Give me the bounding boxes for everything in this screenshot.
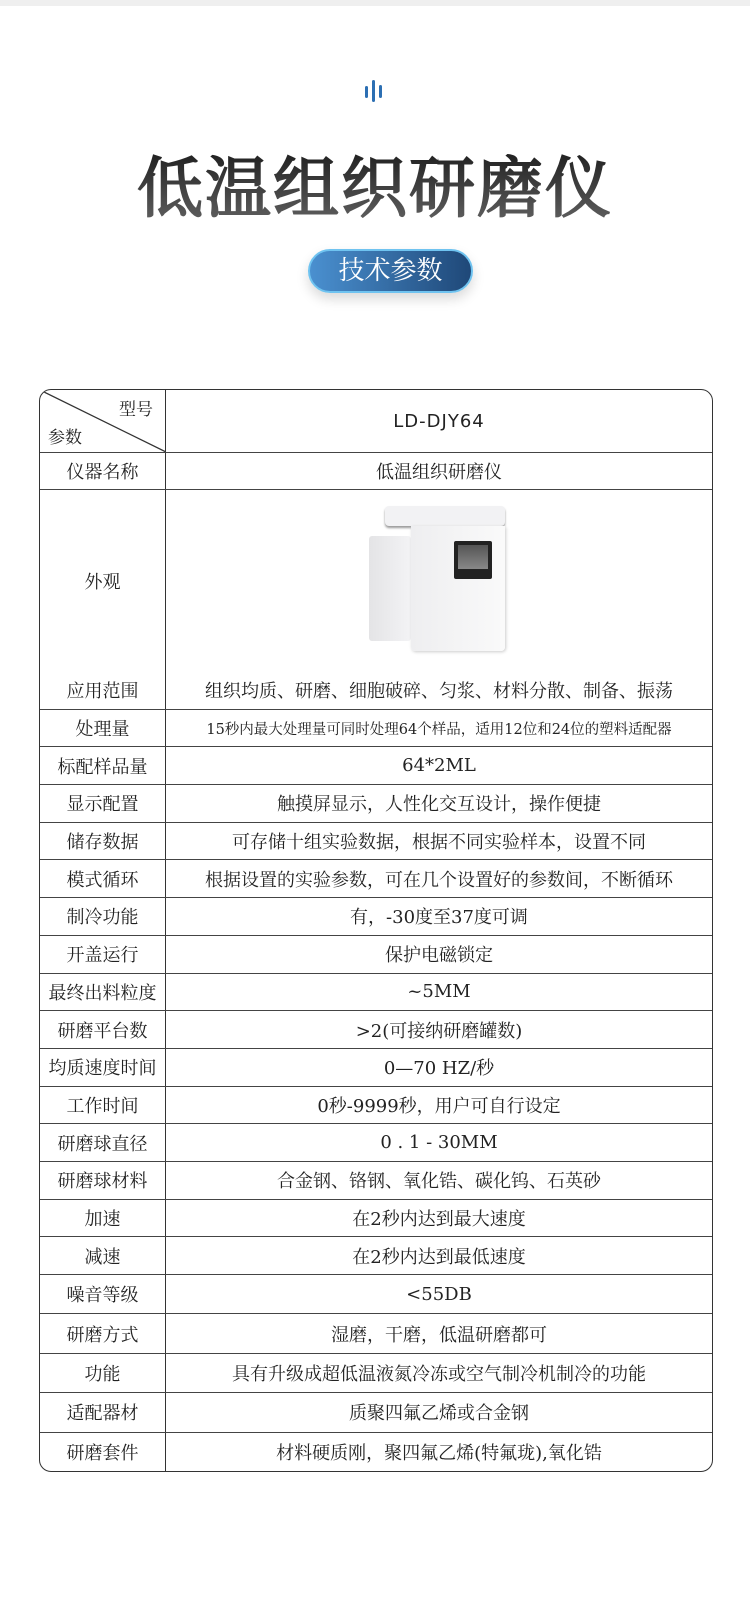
row-value: 组织均质、研磨、细胞破碎、匀浆、材料分散、制备、振荡 xyxy=(205,680,673,702)
table-row xyxy=(40,784,712,822)
table-row xyxy=(40,1086,712,1124)
corner-bottom-label: 参数 xyxy=(48,428,82,448)
row-value: 0秒-9999秒，用户可自行设定 xyxy=(317,1095,561,1117)
table-row xyxy=(40,1353,712,1392)
table-row xyxy=(40,671,712,709)
row-label: 研磨平台数 xyxy=(40,1011,166,1048)
row-label: 减速 xyxy=(40,1237,166,1274)
table-header-row xyxy=(40,390,712,452)
row-value: >2(可接纳研磨罐数) xyxy=(355,1020,523,1042)
row-label: 显示配置 xyxy=(40,785,166,822)
corner-top-label: 型号 xyxy=(119,400,153,420)
table-row xyxy=(40,452,712,489)
row-label: 模式循环 xyxy=(40,860,166,897)
row-value: 根据设置的实验参数，可在几个设置好的参数间，不断循环 xyxy=(205,869,673,891)
row-value: 合金钢、铬钢、氧化锆、碳化钨、石英砂 xyxy=(277,1171,601,1193)
table-row xyxy=(40,1161,712,1199)
row-label: 研磨球直径 xyxy=(40,1124,166,1161)
table-row xyxy=(40,897,712,935)
row-label: 功能 xyxy=(40,1354,166,1392)
row-value: 可存储十组实验数据，根据不同实验样本，设置不同 xyxy=(232,832,646,854)
row-label: 加速 xyxy=(40,1200,166,1237)
table-row xyxy=(40,1236,712,1274)
table-row xyxy=(40,746,712,784)
row-value: 在2秒内达到最大速度 xyxy=(352,1208,526,1230)
row-label: 储存数据 xyxy=(40,823,166,860)
row-label: 研磨球材料 xyxy=(40,1162,166,1199)
row-value: 触摸屏显示，人性化交互设计，操作便捷 xyxy=(277,794,601,816)
table-row xyxy=(40,1313,712,1352)
row-label: 处理量 xyxy=(40,710,166,747)
row-value: 有，-30度至37度可调 xyxy=(350,907,528,929)
row-value: 湿磨，干磨，低温研磨都可 xyxy=(331,1324,547,1346)
row-label: 仪器名称 xyxy=(40,453,166,489)
table-row xyxy=(40,935,712,973)
row-label: 噪音等级 xyxy=(40,1275,166,1313)
row-label: 适配器材 xyxy=(40,1393,166,1431)
row-value: 0 . 1 - 30MM xyxy=(380,1132,498,1154)
row-label: 外观 xyxy=(40,490,166,671)
row-value: ~5MM xyxy=(407,981,471,1003)
row-value: 保护电磁锁定 xyxy=(385,945,493,967)
row-label: 制冷功能 xyxy=(40,898,166,935)
table-row xyxy=(40,1048,712,1086)
row-label: 开盖运行 xyxy=(40,936,166,973)
corner-cell xyxy=(40,390,166,452)
table-row xyxy=(40,1432,712,1471)
audio-bars-icon xyxy=(363,80,389,104)
model-value: LD-DJY64 xyxy=(393,410,485,432)
row-value: 低温组织研磨仪 xyxy=(376,462,502,483)
table-row xyxy=(40,822,712,860)
row-label: 应用范围 xyxy=(40,671,166,709)
page-title: 低温组织研磨仪 xyxy=(0,135,750,230)
row-value: 在2秒内达到最低速度 xyxy=(352,1246,526,1268)
row-value: 具有升级成超低温液氮冷冻或空气制冷机制冷的功能 xyxy=(232,1363,646,1385)
row-label: 研磨方式 xyxy=(40,1314,166,1352)
row-value: 0—70 HZ/秒 xyxy=(383,1058,495,1080)
product-image xyxy=(369,506,509,656)
row-value: 质聚四氟乙烯或合金钢 xyxy=(349,1403,529,1425)
table-row xyxy=(40,859,712,897)
row-label: 标配样品量 xyxy=(40,747,166,784)
row-value: 材料硬质刚，聚四氟乙烯(特氟珑),氧化锆 xyxy=(276,1442,602,1464)
row-label: 均质速度时间 xyxy=(40,1049,166,1086)
table-row xyxy=(40,1274,712,1313)
table-row xyxy=(40,1010,712,1048)
table-row xyxy=(40,1199,712,1237)
top-strip xyxy=(0,0,750,6)
row-value: 64*2ML xyxy=(402,755,476,777)
row-value: <55DB xyxy=(406,1283,472,1305)
row-label: 最终出料粒度 xyxy=(40,974,166,1011)
row-label: 工作时间 xyxy=(40,1087,166,1124)
table-row xyxy=(40,489,712,671)
row-value: 15秒内最大处理量可同时处理64个样品，适用12位和24位的塑料适配器 xyxy=(206,721,672,738)
product-image-cell xyxy=(166,490,712,671)
table-row xyxy=(40,973,712,1011)
row-label: 研磨套件 xyxy=(40,1433,166,1471)
table-row xyxy=(40,709,712,747)
section-badge: 技术参数 xyxy=(308,249,473,293)
table-row xyxy=(40,1123,712,1161)
table-row xyxy=(40,1392,712,1431)
spec-table xyxy=(39,389,713,1472)
